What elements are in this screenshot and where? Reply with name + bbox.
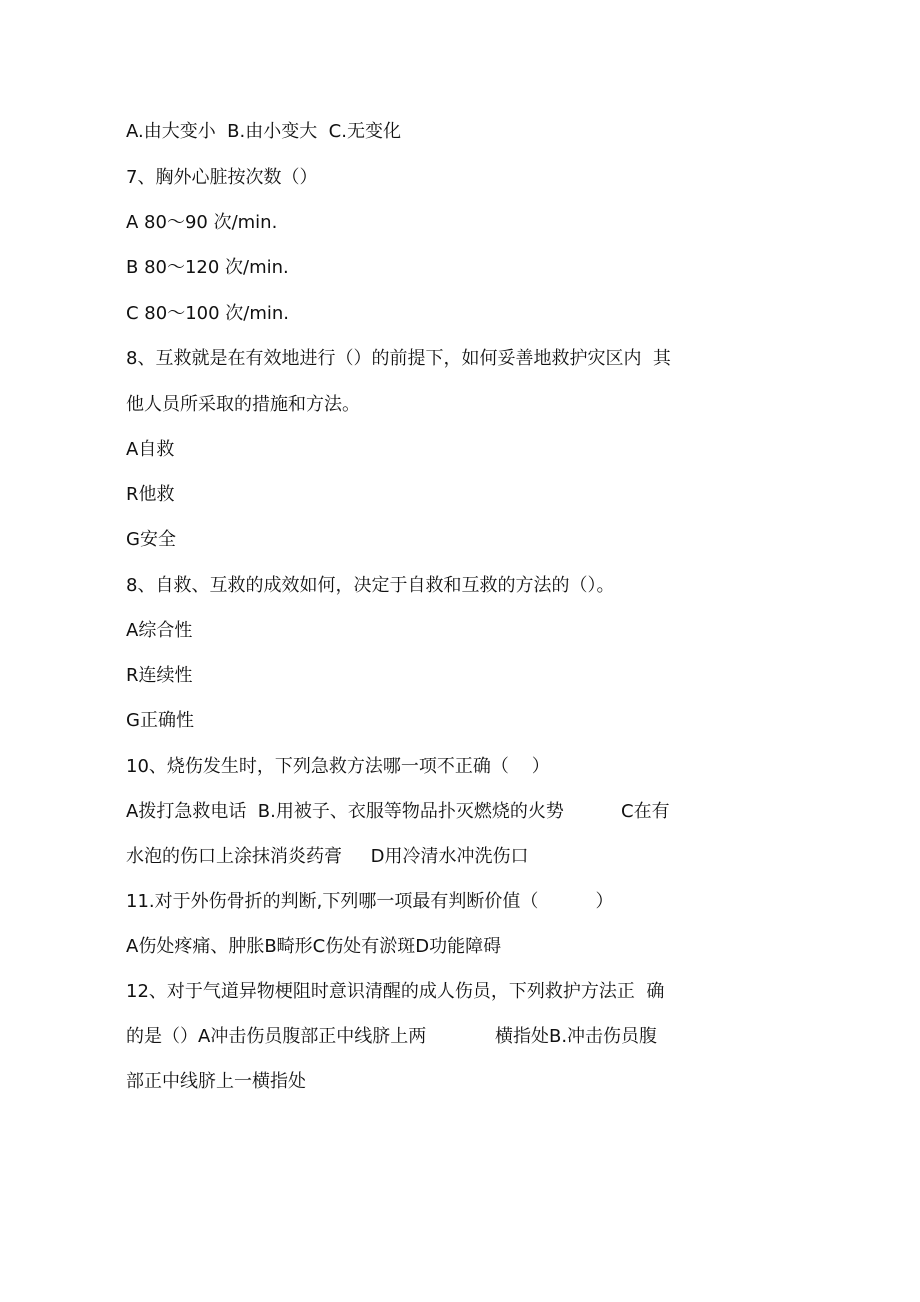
question-10-options-line-2: 水泡的伤口上涂抹消炎药膏 D用冷清水冲洗伤口 bbox=[126, 846, 529, 867]
question-12-line-1: 12、对于气道异物梗阻时意识清醒的成人伤员，下列救护方法正 确 bbox=[126, 981, 665, 1002]
question-9-option-c: G正确性 bbox=[126, 710, 194, 731]
question-9: 8、自救、互救的成效如何，决定于自救和互救的方法的（）。 bbox=[126, 575, 615, 596]
question-7-option-c: C 80～100 次/min. bbox=[126, 303, 290, 324]
question-7: 7、胸外心脏按次数（） bbox=[126, 167, 318, 188]
question-10: 10、烧伤发生时，下列急救方法哪一项不正确（ ） bbox=[126, 756, 550, 777]
question-10-options-line-1: A拨打急救电话 B.用被子、衣服等物品扑灭燃烧的火势 C在有 bbox=[126, 801, 670, 822]
question-11: 11.对于外伤骨折的判断,下列哪一项最有判断价值（ ） bbox=[126, 891, 614, 912]
question-7-option-b: B 80～120 次/min. bbox=[126, 257, 289, 278]
question-8-option-c: G安全 bbox=[126, 529, 176, 550]
question-11-options: A伤处疼痛、肿胀B畸形C伤处有淤斑D功能障碍 bbox=[126, 936, 502, 957]
question-12-line-3: 部正中线脐上一横指处 bbox=[126, 1071, 306, 1092]
question-8-line-1: 8、互救就是在有效地进行（）的前提下，如何妥善地救护灾区内 其 bbox=[126, 348, 671, 369]
question-7-option-a: A 80～90 次/min. bbox=[126, 212, 278, 233]
question-12-line-2: 的是（）A冲击伤员腹部正中线脐上两 横指处B.冲击伤员腹 bbox=[126, 1026, 658, 1047]
question-8-option-a: A自救 bbox=[126, 439, 175, 460]
text-line-answer-options-6: A.由大变小 B.由小变大 C.无变化 bbox=[126, 121, 401, 142]
question-9-option-a: A综合性 bbox=[126, 620, 193, 641]
question-8-line-2: 他人员所采取的措施和方法。 bbox=[126, 394, 360, 415]
question-9-option-b: R连续性 bbox=[126, 665, 193, 686]
question-8-option-b: R他救 bbox=[126, 484, 175, 505]
